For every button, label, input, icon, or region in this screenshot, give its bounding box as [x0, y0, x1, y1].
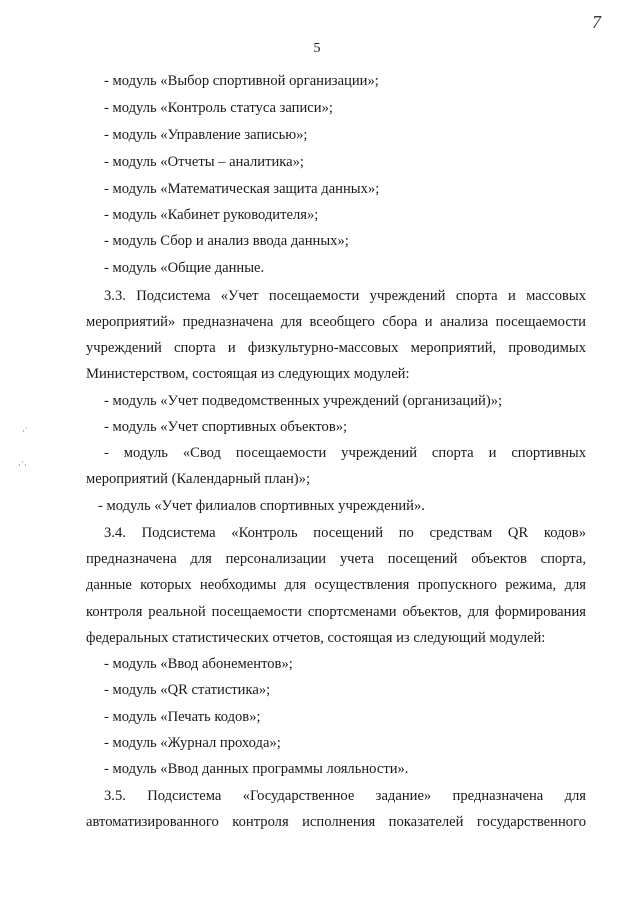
- list-item: - модуль «Свод посещаемости учреждений спорта и спортивных: [104, 445, 586, 461]
- paragraph-line: 3.3. Подсистема «Учет посещаемости учреждений спорта и массовых: [104, 288, 586, 304]
- paragraph-line: учреждений спорта и физкультурно-массовых мероприятий, проводимых: [86, 340, 586, 356]
- paragraph-line: контроля реальной посещаемости спортсменами объектов, для формирования: [86, 604, 586, 620]
- list-item: - модуль «Ввод данных программы лояльности».: [104, 761, 409, 777]
- list-item: - модуль «Управление записью»;: [104, 127, 308, 143]
- paragraph-line: Министерством, состоящая из следующих модулей:: [86, 366, 410, 382]
- list-item: - модуль «Учет спортивных объектов»;: [104, 419, 348, 435]
- paragraph-line: федеральных статистических отчетов, состоящая из следующий модулей:: [86, 630, 546, 646]
- list-item: - модуль «Журнал прохода»;: [104, 735, 281, 751]
- page-number: 5: [313, 41, 321, 56]
- scan-speck: ·˙·: [18, 460, 27, 470]
- list-item: - модуль Сбор и анализ ввода данных»;: [104, 233, 349, 249]
- list-item: - модуль «Печать кодов»;: [104, 709, 261, 725]
- paragraph-line: мероприятий» предназначена для всеобщего сбора и анализа посещаемости: [86, 314, 586, 330]
- list-item: - модуль «Ввод абонементов»;: [104, 656, 293, 672]
- list-item: - модуль «Учет филиалов спортивных учреждений».: [98, 498, 425, 514]
- list-item: - модуль «QR статистика»;: [104, 682, 271, 698]
- paragraph-line: предназначена для персонализации учета посещений объектов спорта,: [86, 551, 586, 567]
- list-item: - модуль «Кабинет руководителя»;: [104, 207, 319, 223]
- list-item: - модуль «Контроль статуса записи»;: [104, 100, 333, 116]
- list-item-continuation: мероприятий (Календарный план)»;: [86, 471, 311, 487]
- paragraph-line: 3.4. Подсистема «Контроль посещений по средствам QR кодов»: [104, 525, 586, 541]
- list-item: - модуль «Учет подведомственных учреждений (организаций)»;: [104, 393, 503, 409]
- scan-speck: ·˙: [22, 426, 28, 436]
- paragraph-line: автоматизированного контроля исполнения показателей государственного: [86, 814, 586, 830]
- list-item: - модуль «Общие данные.: [104, 260, 265, 276]
- list-item: - модуль «Выбор спортивной организации»;: [104, 73, 379, 89]
- paragraph-line: данные которых необходимы для осуществления пропускного режима, для: [86, 577, 586, 593]
- paragraph-line: 3.5. Подсистема «Государственное задание» предназначена для: [104, 788, 586, 804]
- list-item: - модуль «Отчеты – аналитика»;: [104, 154, 304, 170]
- handwritten-page-mark: 7: [592, 12, 601, 32]
- list-item: - модуль «Математическая защита данных»;: [104, 181, 380, 197]
